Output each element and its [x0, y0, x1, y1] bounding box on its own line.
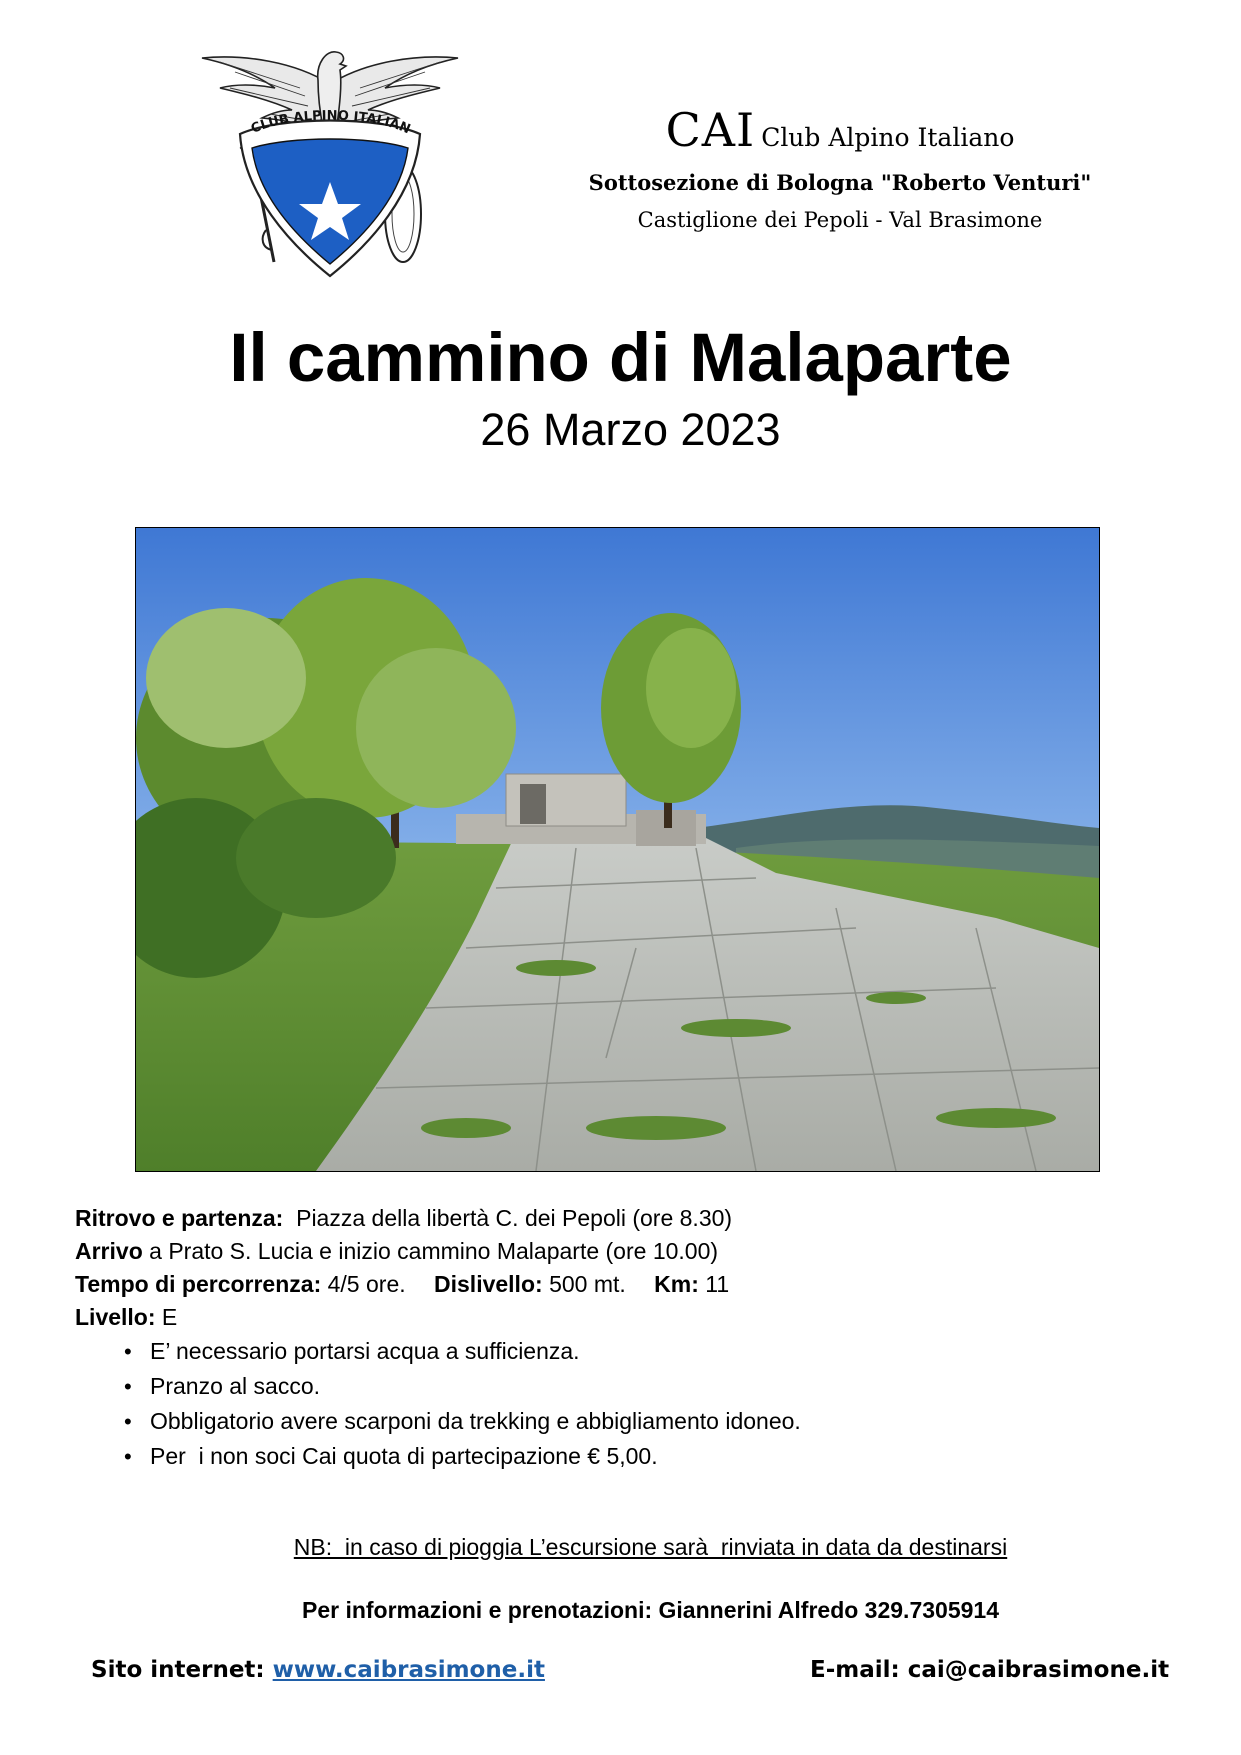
notes-list [75, 1334, 1175, 1474]
ritrovo-label: Ritrovo e partenza: [75, 1205, 284, 1231]
arrivo-value: a Prato S. Lucia e inizio cammino Malaparte (ore 10.00) [149, 1238, 719, 1264]
event-date: 26 Marzo 2023 [480, 404, 781, 455]
tempo-value: 4/5 ore. [327, 1271, 406, 1297]
org-location: Castiglione dei Pepoli - Val Brasimone [637, 208, 1043, 232]
km-value: 11 [705, 1271, 730, 1297]
email-address[interactable]: cai@caibrasimone.it [907, 1657, 1170, 1683]
list-item: • E’ necessario portarsi acqua a sufficienza. [150, 1334, 1175, 1369]
eagle-shield-icon [200, 44, 460, 280]
dislivello-value: 500 mt. [549, 1271, 626, 1297]
event-title: Il cammino di Malaparte [229, 319, 1012, 396]
dislivello-label: Dislivello: [434, 1271, 543, 1297]
arrivo-line [75, 1235, 1175, 1268]
contact-info: Per informazioni e prenotazioni: Giannerini Alfredo 329.7305914 [301, 1597, 999, 1623]
landscape-photo [135, 527, 1100, 1172]
livello-value: E [161, 1304, 178, 1330]
list-item: • Obbligatorio avere scarponi da trekking e abbigliamento idoneo. [150, 1404, 1175, 1439]
list-item: • Pranzo al sacco. [150, 1369, 1175, 1404]
website-link[interactable]: www.caibrasimone.it [272, 1657, 545, 1683]
email-label: E-mail: [810, 1657, 900, 1683]
footer-email [810, 1657, 1169, 1683]
org-header [540, 103, 1140, 238]
ritrovo-line [75, 1202, 1175, 1235]
malaparte-monument-photo [136, 528, 1099, 1171]
cai-logo [200, 44, 460, 280]
org-section: Sottosezione di Bologna "Roberto Venturi" [588, 170, 1092, 195]
footer-website [91, 1657, 545, 1683]
site-label: Sito internet: [91, 1657, 265, 1683]
arrivo-label: Arrivo [75, 1238, 143, 1264]
tempo-line [75, 1268, 1175, 1301]
km-label: Km: [654, 1271, 699, 1297]
livello-label: Livello: [75, 1304, 156, 1330]
event-details [75, 1202, 1175, 1474]
ritrovo-value: Piazza della libertà C. dei Pepoli (ore 8.30) [296, 1205, 733, 1231]
rain-note: NB: in caso di pioggia L’escursione sarà rinviata in data da destinarsi [293, 1534, 1008, 1560]
tempo-label: Tempo di percorrenza: [75, 1271, 322, 1297]
org-name-line [540, 103, 1140, 160]
logo-arc-text: CLUB ALPINO ITALIAN [248, 108, 413, 138]
list-item: • Per i non soci Cai quota di partecipazione € 5,00. [150, 1439, 1175, 1474]
livello-line [75, 1301, 1175, 1334]
org-full-name: Club Alpino Italiano [761, 123, 1015, 152]
org-acronym: CAI [665, 103, 756, 157]
